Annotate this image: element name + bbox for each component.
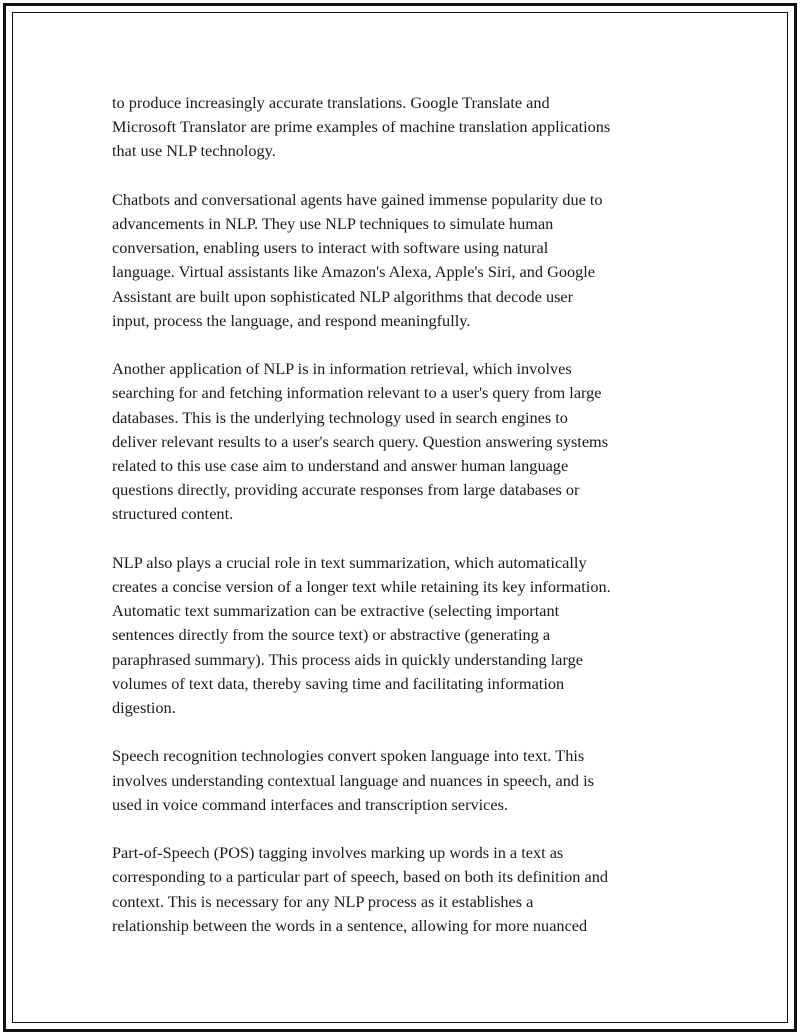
text-line: conversation, enabling users to interact with software using natural [112,238,549,258]
paragraph-machine-translation [112,91,692,164]
paragraph-pos-tagging [112,841,692,938]
text-line: relationship between the words in a sentence, allowing for more nuanced [112,915,588,935]
text-line: Assistant are built upon sophisticated NLP algorithms that decode user [112,286,574,306]
text-line: paraphrased summary). This process aids in quickly understanding large [112,649,583,669]
text-line: context. This is necessary for any NLP process as it establishes a [112,891,534,911]
document-body [112,91,692,962]
text-line: Part-of-Speech (POS) tagging involves marking up words in a text as [112,843,564,863]
paragraph-chatbots [112,188,692,333]
text-line: sentences directly from the source text) or abstractive (generating a [112,625,551,645]
text-line: Speech recognition technologies convert spoken language into text. This [112,746,585,766]
text-line: used in voice command interfaces and transcription services. [112,794,509,814]
text-line: structured content. [112,504,234,524]
text-line: to produce increasingly accurate translations. Google Translate and [112,93,550,112]
text-line: Another application of NLP is in information retrieval, which involves [112,359,572,379]
text-line: related to this use case aim to understand and answer human language [112,456,569,476]
text-line: searching for and fetching information relevant to a user's query from large [112,383,602,403]
text-line: advancements in NLP. They use NLP techniques to simulate human [112,214,554,233]
text-line: NLP also plays a crucial role in text summarization, which automatically [112,552,587,572]
text-line: questions directly, providing accurate responses from large databases or [112,480,580,500]
text-line: Chatbots and conversational agents have gained immense popularity due to [112,189,603,209]
text-line: Automatic text summarization can be extractive (selecting important [112,601,560,621]
text-line: input, process the language, and respond meaningfully. [112,310,471,330]
text-line: that use NLP technology. [112,141,276,161]
text-line: deliver relevant results to a user's search query. Question answering systems [112,431,609,451]
text-line: Microsoft Translator are prime examples of machine translation applications [112,117,611,137]
text-line: databases. This is the underlying technology used in search engines to [112,407,568,427]
text-line: involves understanding contextual language and nuances in speech, and is [112,770,594,790]
paragraph-text-summarization [112,551,692,720]
text-line: corresponding to a particular part of speech, based on both its definition and [112,867,608,887]
text-line: language. Virtual assistants like Amazon's Alexa, Apple's Siri, and Google [112,262,595,282]
text-line: creates a concise version of a longer text while retaining its key information. [112,577,611,597]
text-line: digestion. [112,698,176,718]
paragraph-speech-recognition [112,744,692,817]
paragraph-information-retrieval [112,357,692,526]
text-line: volumes of text data, thereby saving time and facilitating information [112,673,565,693]
